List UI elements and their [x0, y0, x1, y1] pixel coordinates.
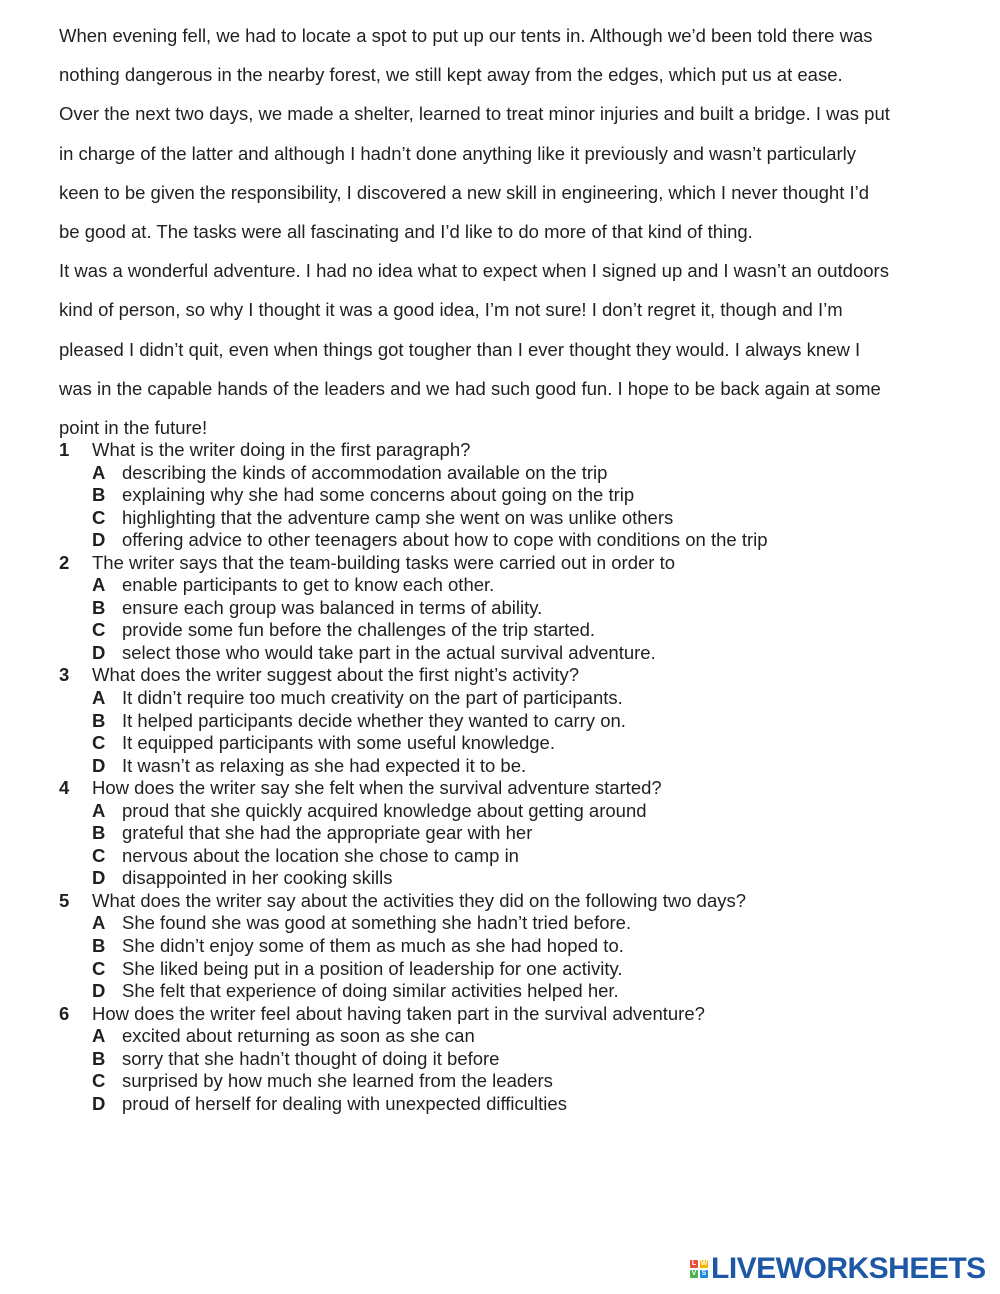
option-text: nervous about the location she chose to camp in	[122, 844, 519, 866]
logo-mark-cell: V	[691, 1270, 697, 1277]
passage-line: nothing dangerous in the nearby forest, we still kept away from the edges, which put us at ease.	[59, 64, 843, 86]
passage-line: When evening fell, we had to locate a spot to put up our tents in. Although we’d been told there was	[59, 25, 873, 46]
question-1-option-c[interactable]	[59, 507, 959, 530]
question-4-option-a[interactable]	[59, 800, 959, 823]
option-text: It equipped participants with some useful knowledge.	[122, 732, 555, 754]
option-letter: B	[92, 1047, 106, 1069]
option-letter: D	[92, 529, 106, 551]
question-1	[59, 439, 959, 462]
question-5-option-d[interactable]	[59, 980, 959, 1003]
option-text: explaining why she had some concerns about going on the trip	[122, 484, 635, 506]
question-1-option-a[interactable]	[59, 462, 959, 485]
question-3-option-d[interactable]	[59, 755, 959, 778]
passage-line: kind of person, so why I thought it was a good idea, I’m not sure! I don’t regret it, though and I’m	[59, 299, 843, 321]
option-letter: A	[92, 1025, 106, 1047]
question-number: 5	[59, 889, 70, 911]
option-letter: D	[92, 754, 106, 776]
option-text: disappointed in her cooking skills	[122, 867, 393, 889]
question-number: 6	[59, 1002, 70, 1024]
option-text: It helped participants decide whether they wanted to carry on.	[122, 709, 626, 731]
question-3-option-a[interactable]	[59, 687, 959, 710]
option-text: surprised by how much she learned from the leaders	[122, 1070, 553, 1092]
option-text: She felt that experience of doing similar activities helped her.	[122, 980, 619, 1002]
passage-line: Over the next two days, we made a shelter, learned to treat minor injuries and built a bridge. I was put	[59, 103, 890, 125]
option-text: It didn’t require too much creativity on the part of participants.	[122, 687, 623, 709]
logo-mark-icon	[690, 1260, 708, 1278]
question-4-option-c[interactable]	[59, 845, 959, 868]
reading-passage	[59, 16, 949, 447]
question-number: 2	[59, 551, 70, 573]
option-letter: B	[92, 709, 106, 731]
option-letter: B	[92, 596, 106, 618]
question-2-option-a[interactable]	[59, 574, 959, 597]
option-letter: C	[92, 619, 106, 641]
passage-line: in charge of the latter and although I hadn’t done anything like it previously and wasn’t particularly	[59, 142, 857, 164]
option-letter: D	[92, 867, 106, 889]
passage-line: It was a wonderful adventure. I had no idea what to expect when I signed up and I wasn’t an outdoors	[59, 260, 889, 282]
passage-line: keen to be given the responsibility, I discovered a new skill in engineering, which I never thought I’d	[59, 181, 870, 203]
question-1-option-b[interactable]	[59, 484, 959, 507]
option-text: proud of herself for dealing with unexpected difficulties	[122, 1092, 567, 1114]
option-letter: A	[92, 687, 106, 709]
option-letter: D	[92, 980, 106, 1002]
question-list	[59, 439, 959, 1115]
option-letter: A	[92, 574, 106, 596]
option-text: She liked being put in a position of leadership for one activity.	[122, 957, 623, 979]
option-letter: D	[92, 1092, 106, 1114]
option-letter: B	[92, 822, 106, 844]
liveworksheets-logo[interactable]	[690, 1252, 986, 1286]
option-letter: C	[92, 1070, 106, 1092]
question-5-option-a[interactable]	[59, 912, 959, 935]
option-text: highlighting that the adventure camp she went on was unlike others	[122, 506, 674, 528]
option-text: provide some fun before the challenges of the trip started.	[122, 619, 596, 641]
option-text: describing the kinds of accommodation available on the trip	[122, 461, 608, 483]
question-6-option-c[interactable]	[59, 1070, 959, 1093]
logo-mark-cell: W	[700, 1260, 708, 1267]
option-text: sorry that she hadn’t thought of doing it before	[122, 1047, 500, 1069]
question-6-option-b[interactable]	[59, 1048, 959, 1071]
option-text: ensure each group was balanced in terms of ability.	[122, 596, 543, 618]
question-text: What is the writer doing in the first paragraph?	[92, 439, 471, 460]
question-text: The writer says that the team-building tasks were carried out in order to	[92, 551, 676, 573]
option-text: She found she was good at something she hadn’t tried before.	[122, 912, 632, 934]
question-number: 1	[59, 439, 70, 460]
option-letter: B	[92, 935, 106, 957]
passage-line: be good at. The tasks were all fascinating and I’d like to do more of that kind of thing.	[59, 220, 753, 242]
option-text: excited about returning as soon as she can	[122, 1025, 475, 1047]
option-letter: B	[92, 484, 106, 506]
logo-text: LIVEWORKSHEETS	[711, 1252, 986, 1285]
question-2-option-d[interactable]	[59, 642, 959, 665]
option-text: proud that she quickly acquired knowledge about getting around	[122, 799, 647, 821]
question-text: What does the writer say about the activities they did on the following two days?	[92, 889, 747, 911]
question-1-option-d[interactable]	[59, 529, 959, 552]
option-letter: C	[92, 732, 106, 754]
passage-line: pleased I didn’t quit, even when things got tougher than I ever thought they would. I always knew I	[59, 338, 861, 360]
question-2	[59, 552, 959, 575]
passage-line: point in the future!	[59, 416, 208, 438]
question-text: How does the writer feel about having taken part in the survival adventure?	[92, 1002, 705, 1024]
question-text: What does the writer suggest about the first night’s activity?	[92, 664, 580, 686]
question-number: 3	[59, 664, 70, 686]
question-3-option-c[interactable]	[59, 732, 959, 755]
option-letter: D	[92, 641, 106, 663]
logo-mark-cell: S	[701, 1270, 707, 1277]
option-text: grateful that she had the appropriate gear with her	[122, 822, 533, 844]
question-3	[59, 664, 959, 687]
question-text: How does the writer say she felt when the survival adventure started?	[92, 777, 662, 799]
question-5-option-b[interactable]	[59, 935, 959, 958]
option-text: She didn’t enjoy some of them as much as she had hoped to.	[122, 935, 624, 957]
question-6	[59, 1003, 959, 1026]
question-4-option-b[interactable]	[59, 822, 959, 845]
option-text: offering advice to other teenagers about how to cope with conditions on the trip	[122, 529, 768, 551]
option-letter: A	[92, 461, 106, 483]
option-letter: C	[92, 957, 106, 979]
question-5-option-c[interactable]	[59, 958, 959, 981]
question-6-option-d[interactable]	[59, 1093, 959, 1116]
question-number: 4	[59, 777, 70, 799]
option-text: It wasn’t as relaxing as she had expected it to be.	[122, 754, 527, 776]
option-text: enable participants to get to know each other.	[122, 574, 495, 596]
option-letter: C	[92, 844, 106, 866]
option-letter: C	[92, 506, 106, 528]
question-6-option-a[interactable]	[59, 1025, 959, 1048]
question-5	[59, 890, 959, 913]
option-text: select those who would take part in the actual survival adventure.	[122, 641, 656, 663]
question-4	[59, 777, 959, 800]
question-3-option-b[interactable]	[59, 710, 959, 733]
logo-mark-cell: L	[691, 1260, 697, 1267]
option-letter: A	[92, 799, 106, 821]
question-4-option-d[interactable]	[59, 867, 959, 890]
option-letter: A	[92, 912, 106, 934]
passage-line: was in the capable hands of the leaders and we had such good fun. I hope to be back again at some	[59, 377, 881, 399]
question-2-option-c[interactable]	[59, 619, 959, 642]
question-2-option-b[interactable]	[59, 597, 959, 620]
